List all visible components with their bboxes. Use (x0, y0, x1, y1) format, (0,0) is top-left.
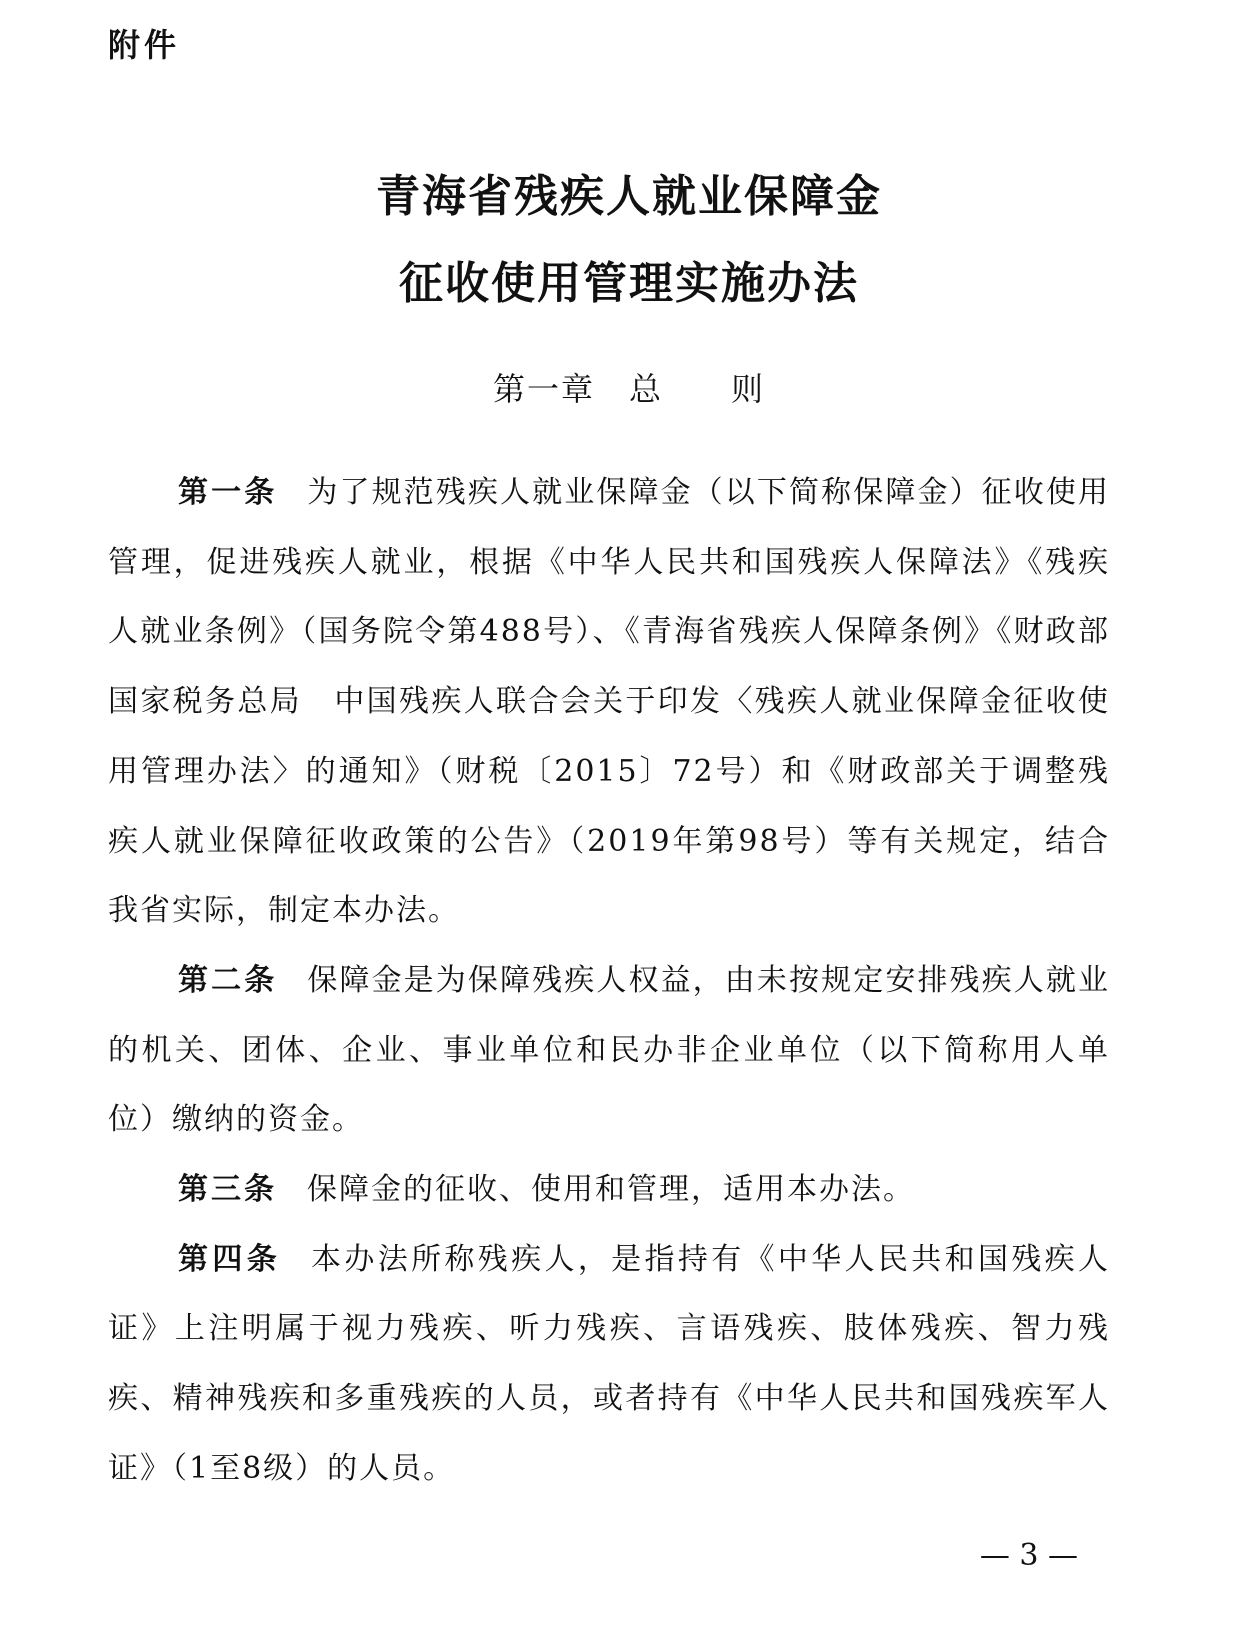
attachment-label: 附件 (108, 26, 181, 64)
article-text: 保障金是为保障残疾人权益，由未按规定安排残疾人就业的机关、团体、企业、事业单位和民办非企业单位（以下简称用人单位）缴纳的资金。 (108, 962, 1111, 1138)
page-number: — 3 — (979, 1538, 1078, 1573)
article-text: 本办法所称残疾人，是指持有《中华人民共和国残疾人证》上注明属于视力残疾、听力残疾、言语残疾、肢体残疾、智力残疾、精神残疾和多重残疾的人员，或者持有《中华人民共和国残疾军人证》（1至8级）的人员。 (108, 1241, 1111, 1486)
article-number: 第一条 (178, 475, 278, 510)
article-text: 保障金的征收、使用和管理，适用本办法。 (307, 1172, 915, 1208)
document-body (108, 458, 1142, 1504)
title-line-2: 征收使用管理实施办法 (399, 258, 859, 309)
article-number: 第三条 (178, 1172, 277, 1208)
article-number: 第二条 (178, 962, 278, 998)
chapter-heading: 第一章 总 则 (492, 370, 765, 408)
article-2 (108, 946, 1110, 1155)
article-4 (108, 1225, 1110, 1504)
article-text: 为了规范残疾人就业保障金（以下简称保障金）征收使用管理，促进残疾人就业，根据《中华人民共和国残疾人保障法》《残疾人就业条例》（国务院令第488号）、《青海省残疾人保障条例》《财政部 国家税务总局 中国残疾人联合会关于印发〈残疾人就业保障金征收使用管理办法〉的通知》（财税〔2015〕72号）和《财政部关于调整残疾人就业保障征收政策的公告》（2019年第98号）等有关规定，结合我省实际，制定本办法。 (108, 475, 1142, 929)
article-1 (108, 458, 1142, 946)
article-3 (108, 1155, 1110, 1225)
article-number: 第四条 (178, 1241, 282, 1277)
title-line-1: 青海省残疾人就业保障金 (376, 171, 882, 222)
